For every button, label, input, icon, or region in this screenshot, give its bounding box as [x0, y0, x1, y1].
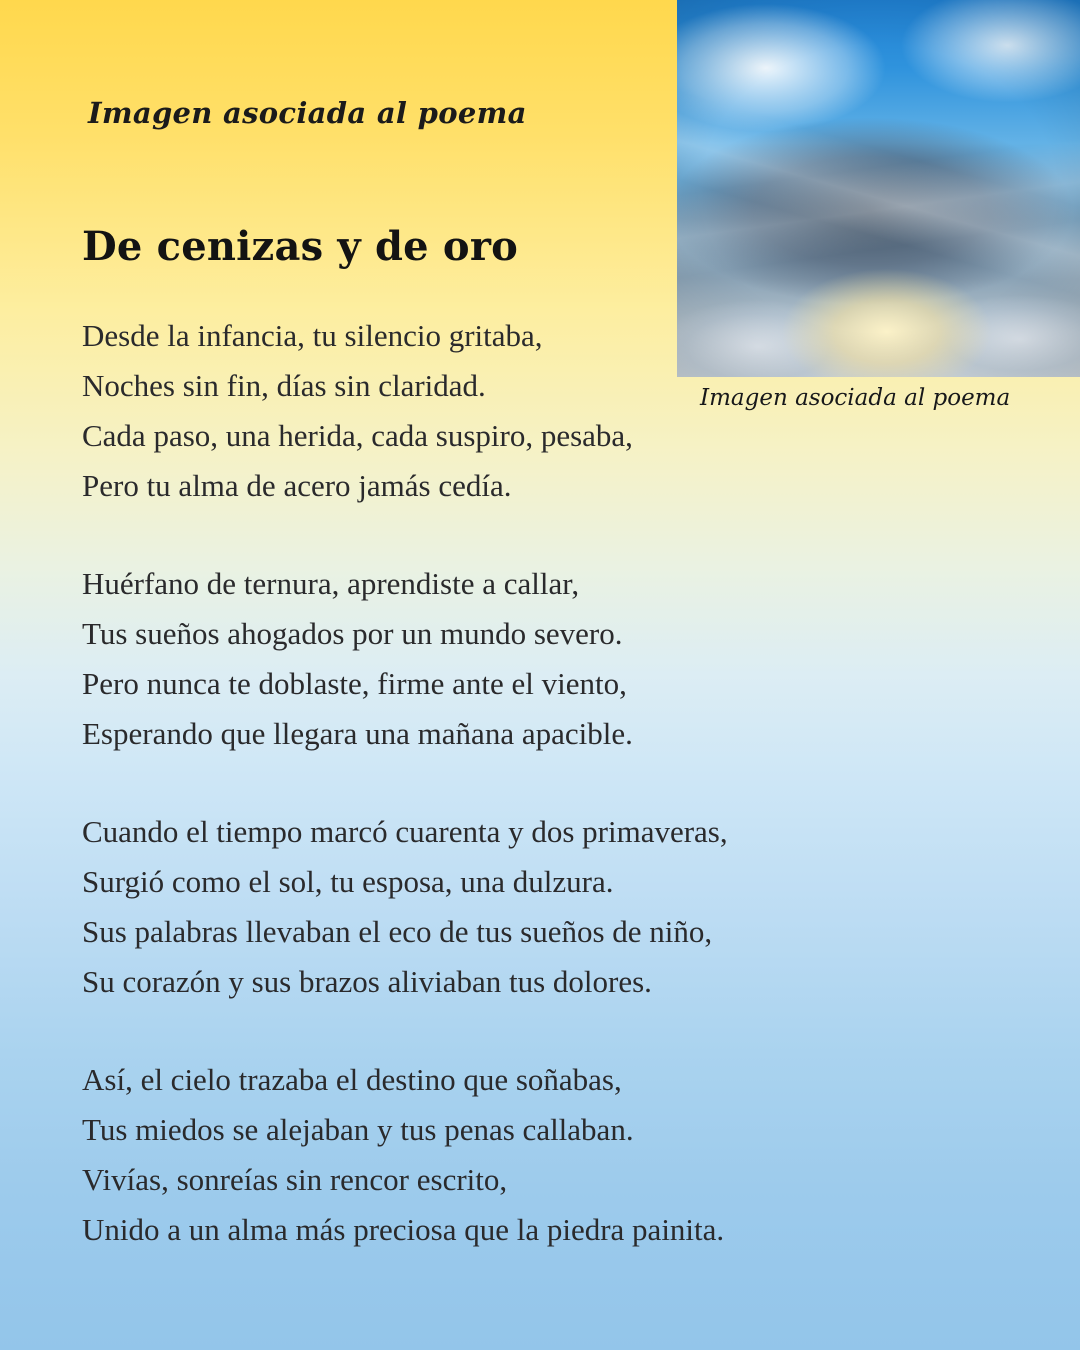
- poem-line: Cada paso, una herida, cada suspiro, pesaba,: [82, 418, 633, 453]
- poem-line: Huérfano de ternura, aprendiste a callar,: [82, 566, 580, 601]
- poem-line: Así, el cielo trazaba el destino que soñabas,: [82, 1062, 622, 1097]
- poem-line: Unido a un alma más preciosa que la piedra painita.: [82, 1212, 725, 1247]
- poem-line: Sus palabras llevaban el eco de tus sueños de niño,: [82, 914, 713, 949]
- poem-line: Tus sueños ahogados por un mundo severo.: [82, 616, 623, 651]
- poem-body: [82, 225, 1002, 1255]
- poem-line: Tus miedos se alejaban y tus penas callaban.: [82, 1112, 634, 1147]
- poem-line: Pero tu alma de acero jamás cedía.: [82, 468, 512, 503]
- poem-stanza: [82, 559, 1002, 759]
- poem-stanza: [82, 1055, 1002, 1255]
- poem-line: Vivías, sonreías sin rencor escrito,: [82, 1162, 508, 1197]
- poem-line: Su corazón y sus brazos aliviaban tus dolores.: [82, 964, 652, 999]
- header-image-caption: Imagen asociada al poema: [88, 96, 527, 130]
- poem-line: Noches sin fin, días sin claridad.: [82, 368, 486, 403]
- poem-line: Esperando que llegara una mañana apacible.: [82, 716, 633, 751]
- poem-stanza: [82, 807, 1002, 1007]
- poem-line: Cuando el tiempo marcó cuarenta y dos primaveras,: [82, 814, 728, 849]
- photo-caption: Imagen asociada al poema: [700, 385, 1011, 411]
- poem-line: Surgió como el sol, tu esposa, una dulzura.: [82, 864, 614, 899]
- poem-line: Pero nunca te doblaste, firme ante el viento,: [82, 666, 627, 701]
- poem-line: Desde la infancia, tu silencio gritaba,: [82, 318, 543, 353]
- poem-stanza: [82, 311, 1002, 511]
- poem-title: De cenizas y de oro: [82, 223, 518, 270]
